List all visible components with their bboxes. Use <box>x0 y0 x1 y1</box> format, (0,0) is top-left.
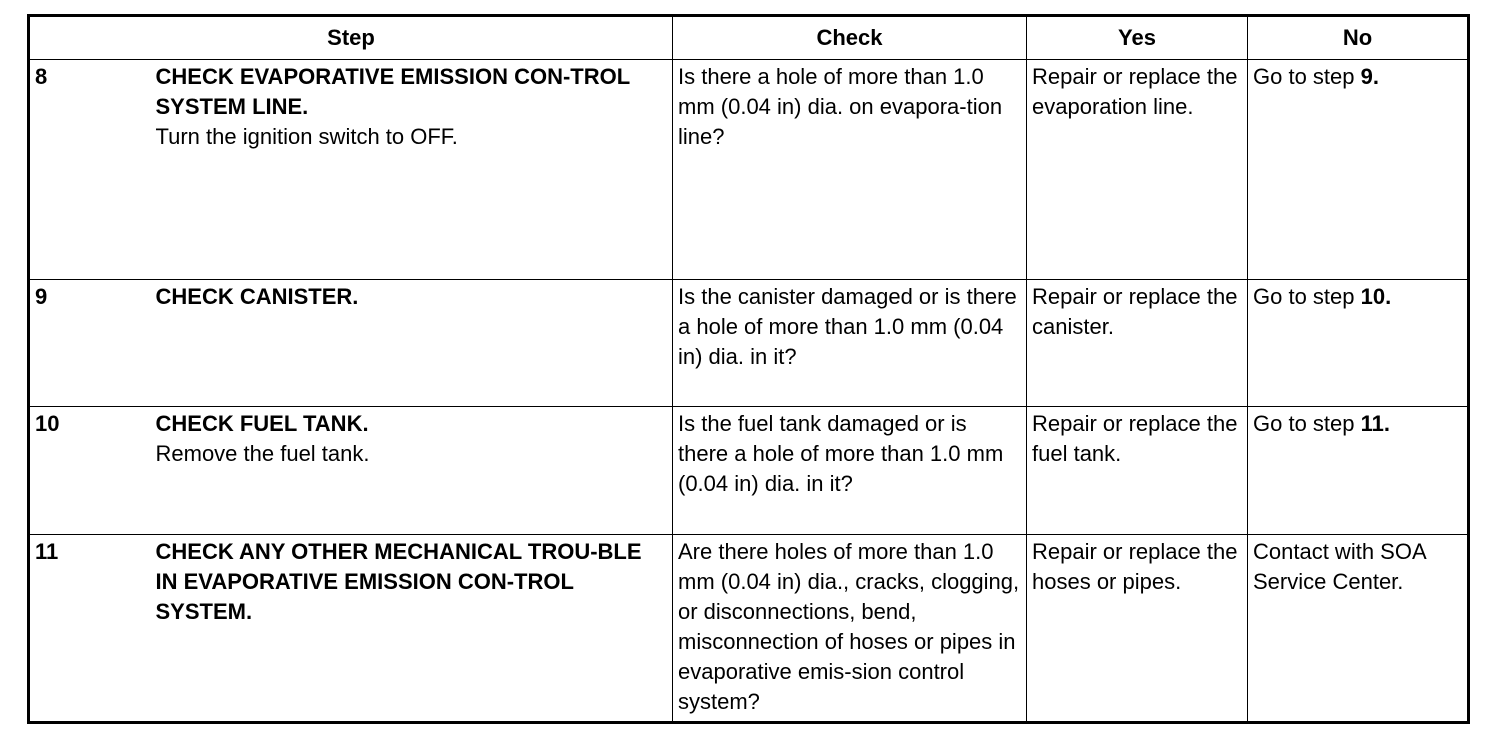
check-cell: Are there holes of more than 1.0 mm (0.04 in) dia., cracks, clogging, or disconnections, bend, misconnection of hoses or pipes in evaporative emis-sion control system? <box>673 535 1027 723</box>
step-cell <box>151 407 673 535</box>
step-cell <box>151 535 673 723</box>
step-title: CHECK EVAPORATIVE EMISSION CON-TROL SYSTEM LINE. <box>155 64 630 119</box>
step-cell <box>151 60 673 280</box>
no-text: Go to step <box>1253 64 1361 89</box>
no-cell <box>1248 280 1469 407</box>
step-number: 10 <box>29 407 151 535</box>
table-row <box>29 60 1469 280</box>
header-check: Check <box>673 16 1027 60</box>
header-row <box>29 16 1469 60</box>
step-instruction: Turn the ignition switch to OFF. <box>155 124 458 149</box>
no-step-ref: 9. <box>1360 64 1379 89</box>
diagnostic-table <box>27 14 1470 724</box>
check-cell: Is the fuel tank damaged or is there a hole of more than 1.0 mm (0.04 in) dia. in it? <box>673 407 1027 535</box>
header-step: Step <box>29 16 673 60</box>
yes-cell: Repair or replace the canister. <box>1027 280 1248 407</box>
header-yes: Yes <box>1027 16 1248 60</box>
no-text: Go to step <box>1253 411 1361 436</box>
yes-cell: Repair or replace the fuel tank. <box>1027 407 1248 535</box>
step-cell <box>151 280 673 407</box>
header-no: No <box>1248 16 1469 60</box>
step-number: 9 <box>29 280 151 407</box>
check-cell: Is there a hole of more than 1.0 mm (0.04 in) dia. on evapora-tion line? <box>673 60 1027 280</box>
step-title: CHECK FUEL TANK. <box>155 411 369 436</box>
check-cell: Is the canister damaged or is there a hole of more than 1.0 mm (0.04 in) dia. in it? <box>673 280 1027 407</box>
no-step-ref: 11. <box>1360 411 1390 436</box>
step-number: 8 <box>29 60 151 280</box>
no-cell <box>1248 407 1469 535</box>
table-row <box>29 280 1469 407</box>
yes-cell: Repair or replace the hoses or pipes. <box>1027 535 1248 723</box>
table-row <box>29 535 1469 723</box>
table-row <box>29 407 1469 535</box>
step-title: CHECK ANY OTHER MECHANICAL TROU-BLE IN EVAPORATIVE EMISSION CON-TROL SYSTEM. <box>155 539 642 624</box>
no-step-ref: 10. <box>1360 284 1392 309</box>
no-cell <box>1248 535 1469 723</box>
no-cell <box>1248 60 1469 280</box>
step-title: CHECK CANISTER. <box>155 284 359 309</box>
yes-cell: Repair or replace the evaporation line. <box>1027 60 1248 280</box>
no-text: Contact with SOA Service Center. <box>1253 539 1426 594</box>
step-instruction: Remove the fuel tank. <box>155 441 370 466</box>
step-number: 11 <box>29 535 151 723</box>
no-text: Go to step <box>1253 284 1361 309</box>
